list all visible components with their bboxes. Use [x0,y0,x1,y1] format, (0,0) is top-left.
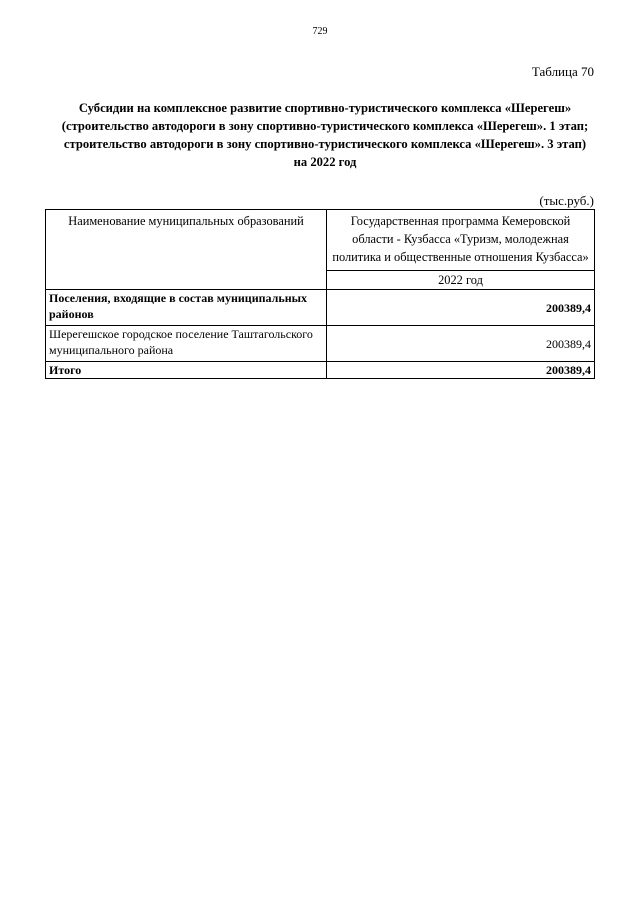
table-label: Таблица 70 [531,64,594,79]
table-row-total [46,362,595,379]
table-row [46,290,595,326]
table-row [46,326,595,362]
header-name-column: Наименование муниципальных образований [46,210,327,290]
row-name: Итого [46,362,327,379]
row-value: 200389,4 [327,326,595,362]
row-name: Поселения, входящие в состав муниципальных районов [46,290,327,326]
header-program-column: Государственная программа Кемеровской области - Кузбасса «Туризм, молодежная политика и общественные отношения Кузбасса» [327,210,595,271]
page-number: 729 [312,26,328,37]
subsidy-table [45,209,595,379]
row-value: 200389,4 [327,290,595,326]
units-label: (тыс.руб.) [539,193,594,208]
row-name: Шерегешское городское поселение Таштагольского муниципального района [46,326,327,362]
row-value: 200389,4 [327,362,595,379]
table-header-row [46,210,595,271]
document-title: Субсидии на комплексное развитие спортивно-туристического комплекса «Шерегеш» (строительство автодороги в зону спортивно-туристического комплекса «Шерегеш». 1 этап; строительство автодороги в зону спортивно-туристического комплекса «Шерегеш». 3 этап) на 2022 год [61,101,589,169]
header-year: 2022 год [327,271,595,290]
